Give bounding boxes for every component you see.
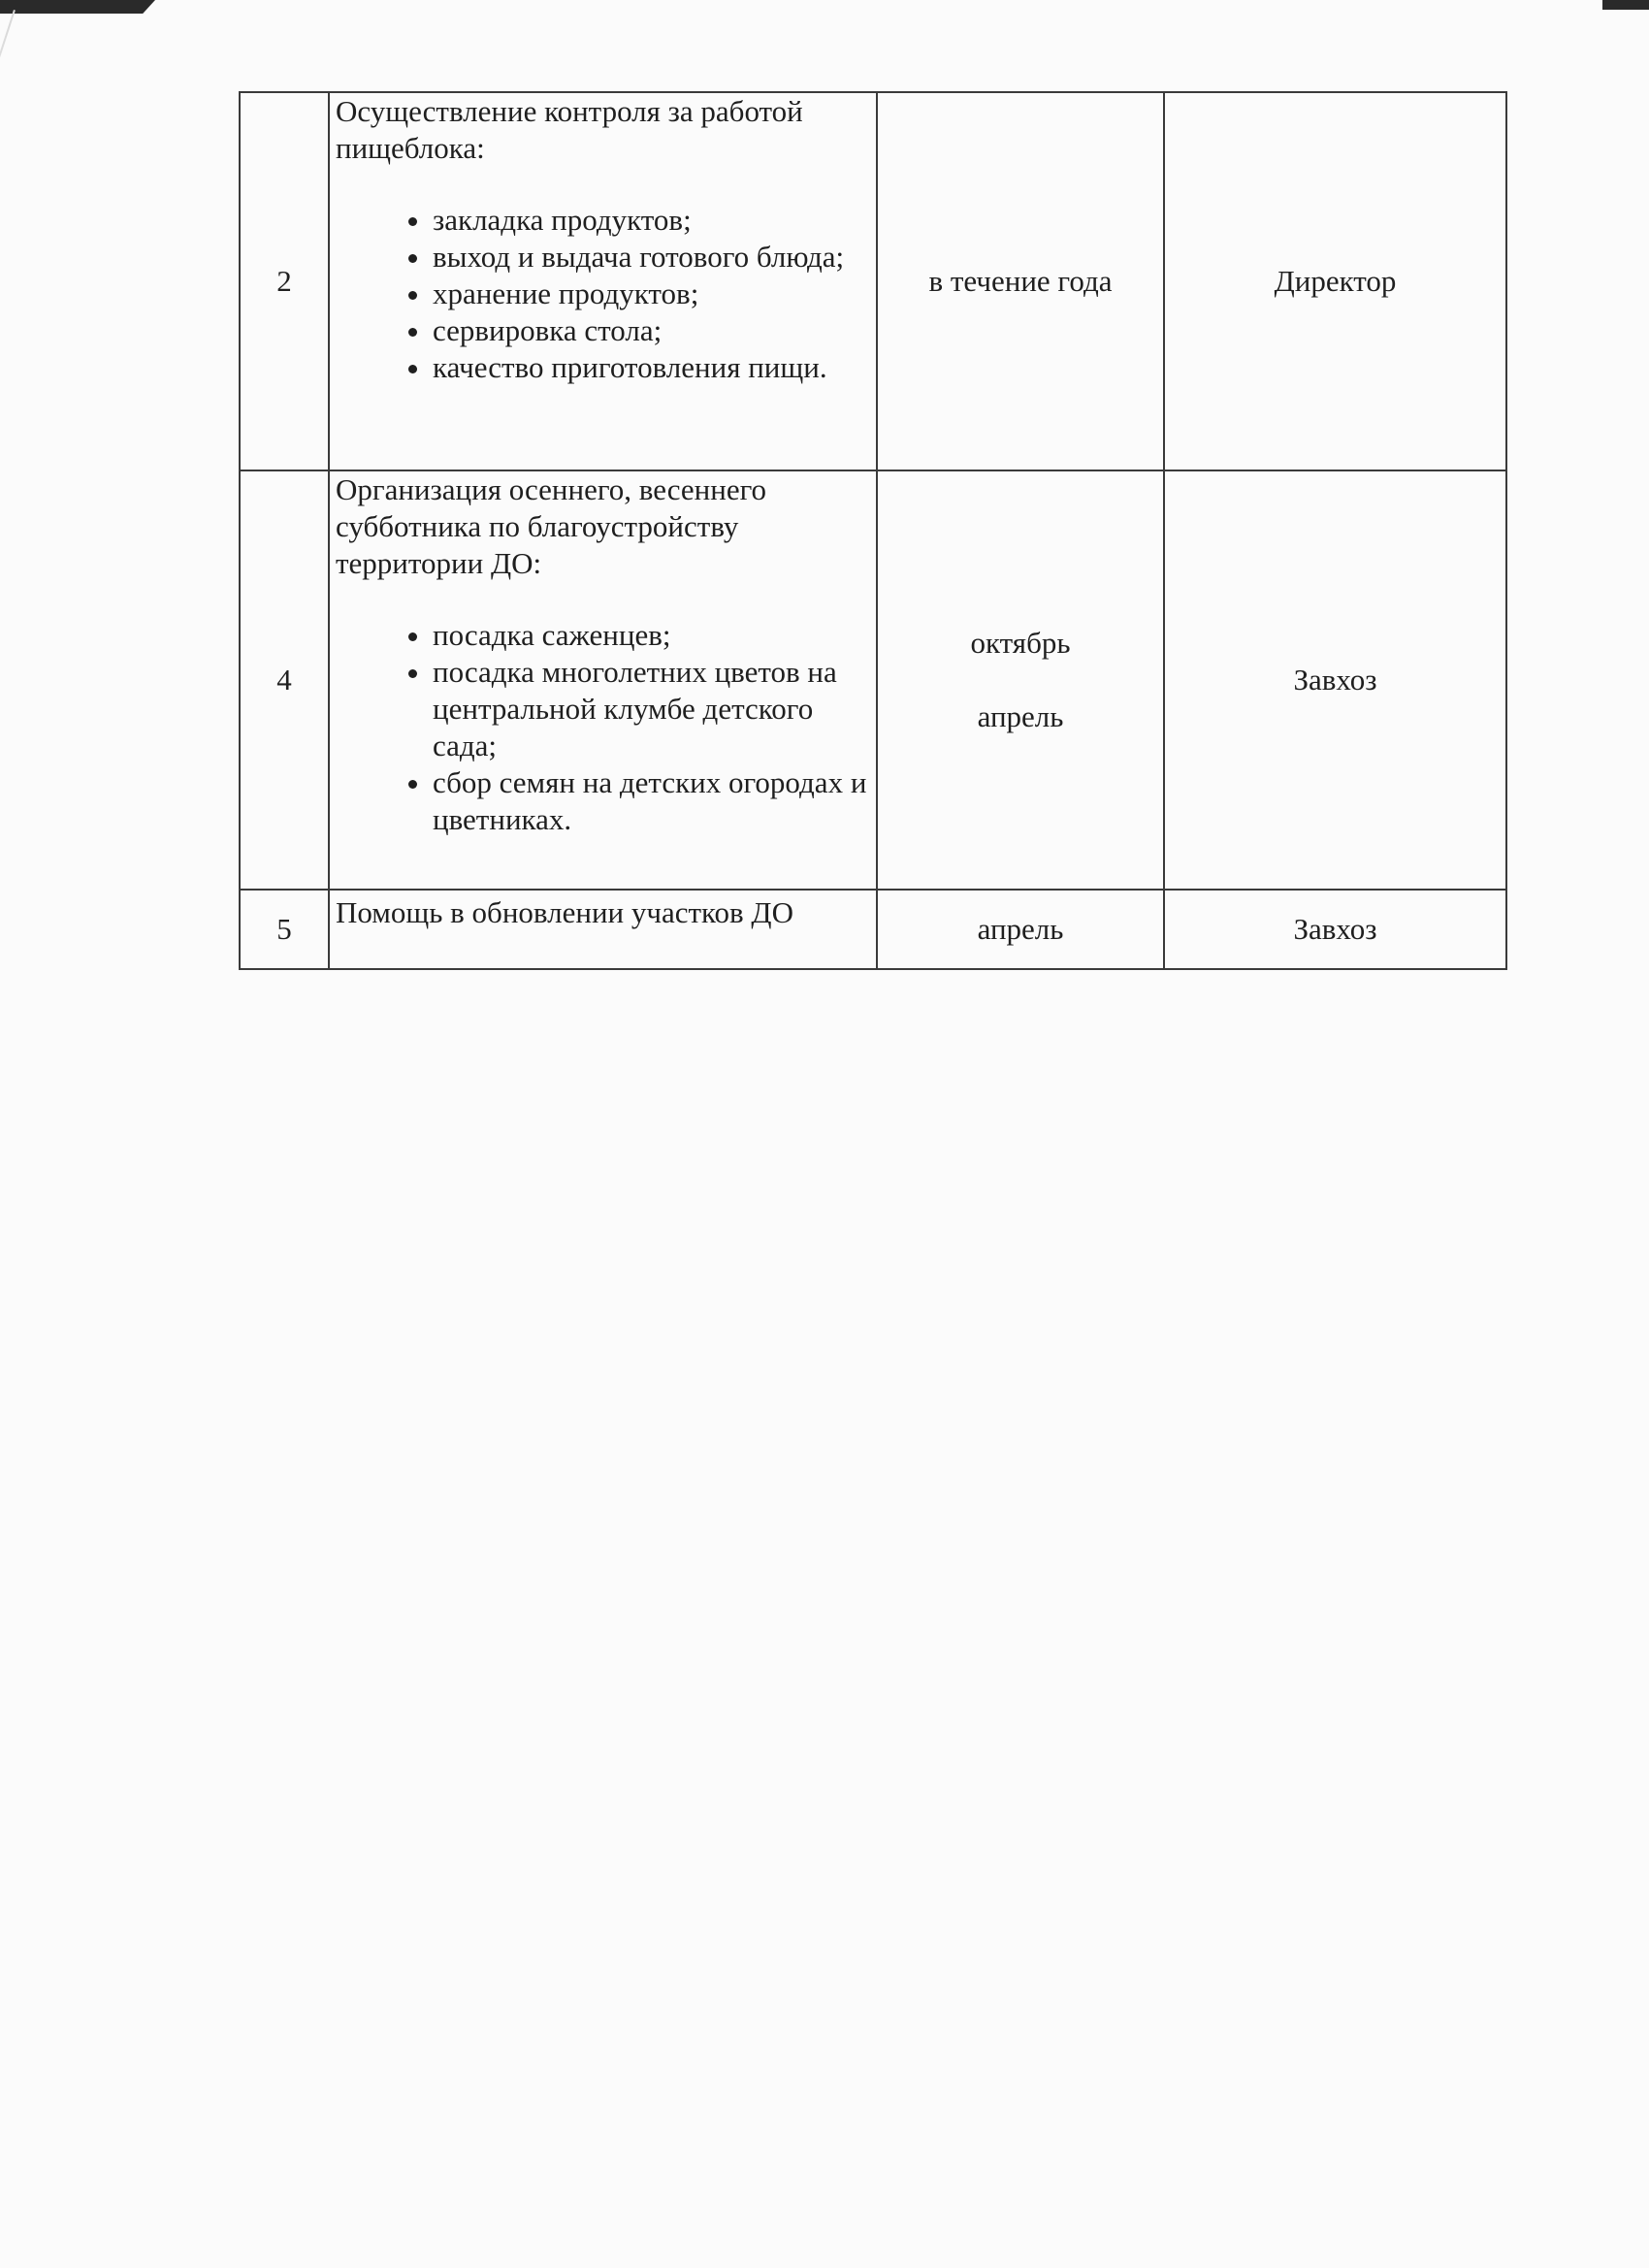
scan-shadow-top-left	[0, 0, 155, 14]
row-number: 5	[240, 890, 329, 969]
timing-value: октябрь	[970, 626, 1071, 660]
responsible-cell: Завхоз	[1164, 470, 1506, 890]
task-title: Осуществление контроля за работой пищеблока:	[336, 94, 803, 165]
timing-cell	[877, 890, 1164, 969]
scan-shadow-top-right	[1602, 0, 1649, 10]
table-row	[240, 890, 1506, 969]
table-row	[240, 92, 1506, 470]
task-title: Организация осеннего, весеннего субботника по благоустройству территории ДО:	[336, 472, 767, 580]
task-cell	[329, 470, 877, 890]
task-title: Помощь в обновлении участков ДО	[336, 895, 793, 929]
timing-cell	[877, 470, 1164, 890]
row-number: 4	[240, 470, 329, 890]
task-cell	[329, 92, 877, 470]
list-item: • закладка продуктов;	[433, 202, 870, 239]
task-list	[336, 617, 870, 838]
timing-cell	[877, 92, 1164, 470]
list-item: • посадка многолетних цветов на центральной клумбе детского сада;	[433, 654, 870, 764]
task-list	[336, 202, 870, 386]
list-item: • сервировка стола;	[433, 312, 870, 349]
table-row	[240, 470, 1506, 890]
list-item: • хранение продуктов;	[433, 275, 870, 312]
list-item: • сбор семян на детских огородах и цветниках.	[433, 764, 870, 838]
timing-value: апрель	[977, 912, 1064, 946]
list-item: • выход и выдача готового блюда;	[433, 239, 870, 275]
scan-streak	[0, 10, 16, 287]
timing-value: в течение года	[928, 264, 1113, 298]
responsible-cell: Директор	[1164, 92, 1506, 470]
plan-table	[239, 91, 1507, 970]
row-number: 2	[240, 92, 329, 470]
task-cell	[329, 890, 877, 969]
list-item: • качество приготовления пищи.	[433, 349, 870, 386]
timing-value: апрель	[977, 699, 1064, 733]
responsible-cell: Завхоз	[1164, 890, 1506, 969]
list-item: • посадка саженцев;	[433, 617, 870, 654]
